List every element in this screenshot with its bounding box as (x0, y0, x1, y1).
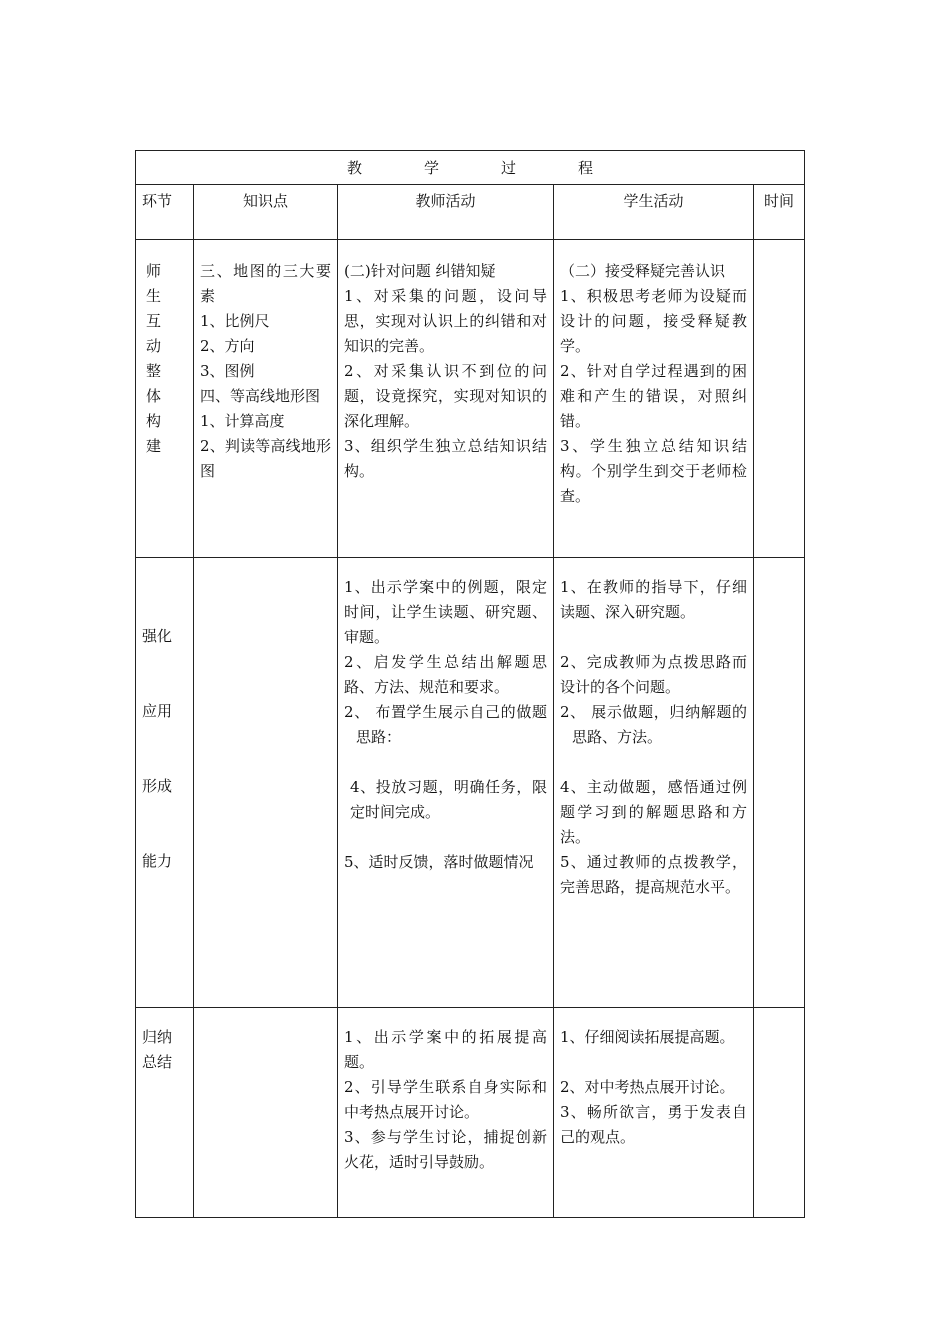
teacher-line: 5、适时反馈，落时做题情况 (344, 853, 534, 871)
teacher-cell (338, 558, 554, 1008)
stage-label: 能力 (142, 852, 173, 870)
stage-char: 整 (146, 362, 162, 380)
knowledge-line: 2、方向 (200, 337, 255, 355)
teacher-line: 1、出示学案中的例题，限定时间，让学生读题、研究题、审题。 (344, 578, 547, 646)
stage-label: 总结 (142, 1053, 173, 1071)
teacher-line: 2、引导学生联系自身实际和中考热点展开讨论。 (344, 1078, 547, 1121)
student-line: 2、 展示做题，归纳解题的思路、方法。 (560, 703, 747, 746)
stage-cell (136, 240, 194, 558)
header-knowledge: 知识点 (194, 185, 338, 240)
header-student: 学生活动 (554, 185, 754, 240)
student-line: 2、针对自学过程遇到的困难和产生的错误，对照纠错。 (560, 362, 747, 430)
student-line: 1、积极思考老师为设疑而设计的问题，接受释疑教学。 (560, 287, 747, 355)
stage-label: 形成 (142, 777, 173, 795)
time-cell (754, 558, 805, 1008)
header-teacher: 教师活动 (338, 185, 554, 240)
stage-char: 构 (146, 412, 162, 430)
stage-char: 体 (146, 387, 162, 405)
header-stage: 环节 (136, 185, 194, 240)
knowledge-line: 3、图例 (200, 362, 255, 380)
table-row (136, 1008, 805, 1218)
teacher-line: 3、参与学生讨论，捕捉创新火花，适时引导鼓励。 (344, 1128, 547, 1171)
stage-label: 归纳 (142, 1028, 173, 1046)
student-line: 3、畅所欲言，勇于发表自己的观点。 (560, 1103, 747, 1146)
time-cell (754, 240, 805, 558)
teacher-line: 2、启发学生总结出解题思路、方法、规范和要求。 (344, 653, 547, 696)
student-cell (554, 240, 754, 558)
student-line: 5、通过教师的点拨教学，完善思路，提高规范水平。 (560, 853, 747, 896)
time-cell (754, 1008, 805, 1218)
stage-char: 动 (146, 337, 162, 355)
knowledge-line: 2、判读等高线地形图 (200, 437, 331, 480)
table-row (136, 558, 805, 1008)
teacher-line: 2、对采集认识不到位的问题，设竟探究，实现对知识的深化理解。 (344, 362, 547, 430)
stage-cell (136, 558, 194, 1008)
student-line: 4、主动做题，感悟通过例题学习到的解题思路和方法。 (560, 778, 747, 846)
stage-cell (136, 1008, 194, 1218)
stage-char: 建 (146, 437, 162, 455)
table-title-cell (136, 151, 805, 185)
stage-char: 互 (146, 312, 162, 330)
teacher-line: (二)针对问题 纠错知疑 (344, 262, 496, 280)
student-line: 3、学生独立总结知识结构。个别学生到交于老师检查。 (560, 437, 747, 505)
student-line: （二）接受释疑完善认识 (560, 262, 726, 280)
table-title: 教学过程 (347, 158, 656, 177)
knowledge-cell (194, 240, 338, 558)
student-line: 1、仔细阅读拓展提高题。 (560, 1028, 735, 1046)
teacher-line: 3、组织学生独立总结知识结构。 (344, 437, 547, 480)
knowledge-line: 四、等高线地形图 (200, 387, 321, 405)
stage-label: 应用 (142, 702, 173, 720)
knowledge-line: 三、地图的三大要素 (200, 262, 331, 305)
knowledge-cell (194, 558, 338, 1008)
table-row (136, 240, 805, 558)
teaching-process-table (135, 150, 805, 1218)
knowledge-line: 1、比例尺 (200, 312, 270, 330)
student-cell (554, 558, 754, 1008)
stage-char: 师 (146, 262, 162, 280)
student-line: 2、完成教师为点拨思路而设计的各个问题。 (560, 653, 747, 696)
student-line: 2、对中考热点展开讨论。 (560, 1078, 735, 1096)
stage-label: 强化 (142, 627, 173, 645)
knowledge-cell (194, 1008, 338, 1218)
stage-char: 生 (146, 287, 162, 305)
knowledge-line: 1、计算高度 (200, 412, 285, 430)
student-line: 1、在教师的指导下，仔细读题、深入研究题。 (560, 578, 747, 621)
teacher-line: 2、 布置学生展示自己的做题思路： (344, 703, 547, 746)
teacher-line: 1、对采集的问题，设问导思，实现对认识上的纠错和对知识的完善。 (344, 287, 547, 355)
header-row (136, 185, 805, 240)
teacher-cell (338, 240, 554, 558)
teacher-line: 1、出示学案中的拓展提高题。 (344, 1028, 547, 1071)
teacher-cell (338, 1008, 554, 1218)
student-cell (554, 1008, 754, 1218)
teacher-line: 4、投放习题，明确任务，限定时间完成。 (350, 778, 547, 821)
header-time: 时间 (754, 185, 805, 240)
